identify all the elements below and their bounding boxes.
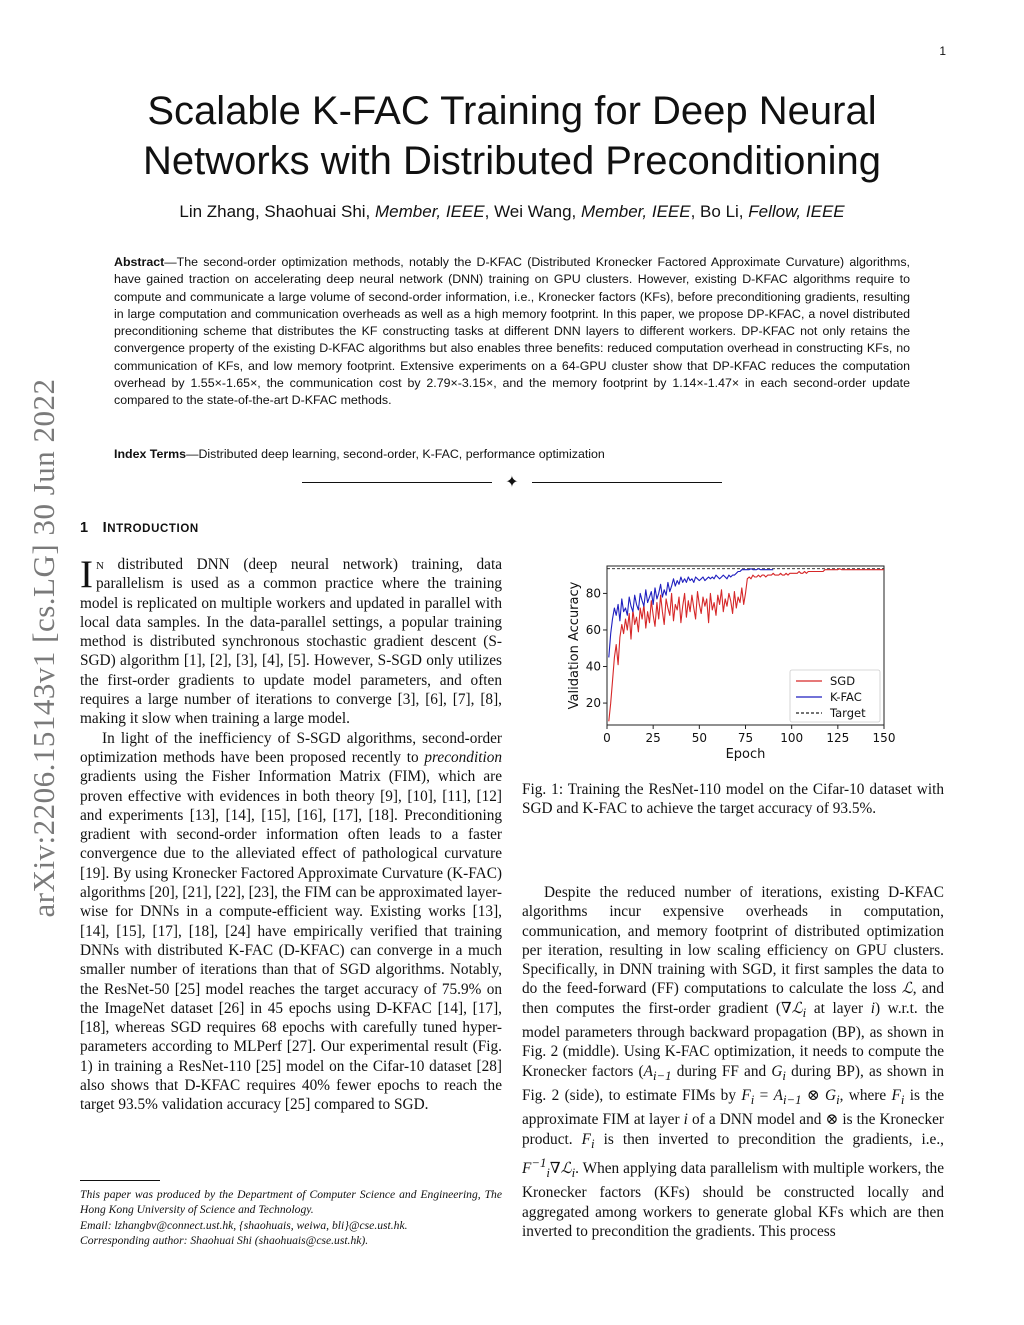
legend-label: SGD: [830, 674, 856, 688]
math: F: [741, 1087, 751, 1105]
section-title-initial: I: [102, 520, 108, 536]
left-column: [80, 555, 502, 1115]
math: ℒ: [901, 980, 913, 998]
math: i: [870, 999, 875, 1017]
math-sub: i: [802, 1005, 807, 1020]
x-tick-label: 50: [691, 731, 707, 745]
math-sub: i: [750, 1093, 755, 1108]
y-tick-label: 80: [585, 586, 601, 601]
math: A: [773, 1087, 783, 1105]
math-sub: i: [836, 1093, 840, 1108]
x-tick-label: 100: [780, 731, 804, 745]
footnote-line: Email: lzhangbv@connect.ust.hk, {shaohuais, weiwa, bli}@cse.ust.hk.: [80, 1218, 408, 1232]
math-sub: i: [590, 1136, 595, 1151]
chart-legend: [790, 670, 880, 722]
footnote-line: This paper was produced by the Department of Computer Science and Engineering, The Hong Kong University of Science and Technology.: [80, 1188, 502, 1217]
abstract-label: Abstract: [114, 255, 165, 269]
x-tick-label: 25: [645, 731, 661, 745]
x-axis-label: Epoch: [725, 747, 766, 762]
y-tick-label: 20: [585, 696, 601, 711]
paragraph: [80, 555, 502, 729]
title-line-2: Networks with Distributed Preconditioning: [142, 139, 882, 183]
y-axis-label: Validation Accuracy: [567, 581, 582, 710]
text: of a DNN model and ⊗ is the Kronecker product.: [522, 1111, 944, 1148]
title-line-1: Scalable K-FAC Training for Deep Neural: [147, 89, 877, 133]
author-names-2: , Wei Wang,: [484, 202, 581, 221]
y-tick-label: 40: [585, 659, 601, 674]
x-tick-label: 0: [603, 731, 611, 745]
drop-cap: I: [80, 553, 93, 596]
index-terms-label: Index Terms: [114, 447, 187, 461]
section-heading: [80, 520, 199, 536]
section-number: 1: [80, 520, 89, 536]
math: F: [891, 1087, 901, 1105]
math: G: [825, 1087, 837, 1105]
index-terms-text: —Distributed deep learning, second-order, K-FAC, performance optimization: [186, 447, 605, 461]
paragraph-text: distributed DNN (deep neural network) training, data parallelism is used as a common practice where the training model is replicated on multiple workers and updated in parallel with local data samples. In the data-parallel settings, a popular training method is distributed synchronous stochastic gradient descent (S-SGD) algorithm [1], [2], [3], [4], [5]. However, S-SGD only utilizes the first-order gradients to update model parameters, and often requires a large number of iterations to converge [3], [6], [7], [8], making it slow when training a large model.: [80, 556, 502, 728]
right-column: [522, 883, 944, 1241]
math: F: [581, 1130, 591, 1148]
math: ∇ℒ: [549, 1160, 572, 1178]
paper-title: [100, 86, 924, 186]
text: at layer: [806, 999, 871, 1017]
math-sup: −1: [531, 1156, 547, 1171]
separator-rule-right: [532, 482, 722, 483]
text: =: [754, 1087, 774, 1105]
legend-label: K-FAC: [830, 690, 862, 704]
chart-axes: [567, 566, 895, 762]
abstract: [114, 254, 910, 410]
math-sub: i: [571, 1166, 576, 1181]
author-list: [100, 202, 924, 222]
text: during BP), as shown in Fig. 2 (side), to estimate FIMs by: [522, 1062, 944, 1105]
author-role-1: Member, IEEE: [375, 202, 485, 221]
author-names-3: , Bo Li,: [690, 202, 749, 221]
author-names-1: Lin Zhang, Shaohuai Shi,: [179, 202, 376, 221]
math: i: [683, 1111, 688, 1129]
text: ⊗: [801, 1087, 825, 1105]
text: is the approximate FIM at layer: [522, 1087, 945, 1129]
abstract-text: —The second-order optimization methods, notably the D-KFAC (Distributed Kronecker Factored Approximate Curvature) algorithms, have gained traction on accelerating deep neural network (DNN) training on GPU clusters. However, existing D-KFAC algorithms require to compute and communicate a large volume of second-order information, i.e., Kronecker factors (KFs), before preconditioning gradients, resulting in large computation and communication overheads as well as a high memory footprint. In this paper, we propose DP-KFAC, a novel distributed preconditioning scheme that distributes the KF constructing tasks at different DNN layers to different workers. DP-KFAC not only retains the convergence property of the existing D-KFAC algorithms but also enables three benefits: reduced computation overhead in constructing KFs, no communication of KFs, and low memory footprint. Extensive experiments on a 64-GPU cluster show that DP-KFAC reduces the computation overhead by 1.55×-1.65×, the communication cost by 2.79×-3.15×, and the memory footprint by 1.14×-1.47× in each second-order update compared to the state-of-the-art D-KFAC methods.: [114, 255, 910, 408]
math-sub: i: [782, 1068, 786, 1083]
y-tick-label: 60: [585, 622, 601, 637]
paragraph-text: gradients using the Fisher Information Matrix (FIM), which are proven effective with evidences in both theory [9], [10], [11], [12] and experiments [13], [14], [15], [16], [17], [18]. Preconditioning gradient with second-order information often leads to a faster convergence due to the alleviated effect of pathological curvature [19]. By using Kronecker Factored Approximate Curvature (K-FAC) algorithms [20], [21], [22], [23], the FIM can be approximated layer-wise for DNNs in a compute-efficient way. Existing works [13], [14], [15], [17], [18], [24] have empirically verified that training DNNs with distributed K-FAC (D-KFAC) can converge in a much smaller number of iterations than that of SGD algorithms. Notably, the ResNet-50 [25] model reaches the target accuracy of 75.9% on the ImageNet dataset [26] in 45 epochs using D-KFAC [14], [17], [18], whereas SGD requires 68 epochs with carefully tuned hyper-parameters according to MLPerf [27]. Our experimental result (Fig. 1) in training a ResNet-110 [25] model on the Cifar-10 dataset [28] also shows that D-KFAC requires 40% fewer epochs to reach the target 93.5% validation accuracy [25] compared to SGD.: [80, 768, 502, 1114]
text: is then inverted to precondition the gradients, i.e.,: [594, 1130, 944, 1148]
math: A: [643, 1062, 653, 1080]
text: , where: [839, 1087, 892, 1105]
math: F: [522, 1160, 532, 1178]
math: ∇ℒ: [780, 999, 803, 1017]
x-tick-label: 150: [872, 731, 896, 745]
x-tick-label: 125: [826, 731, 850, 745]
footnote: [80, 1187, 502, 1249]
legend-label: Target: [830, 706, 866, 720]
paragraph-text: In light of the inefficiency of S-SGD algorithms, second-order optimization methods have been proposed recently to: [80, 729, 502, 766]
accuracy-chart: [522, 560, 944, 770]
footnote-rule: [80, 1180, 160, 1181]
author-role-3: Fellow, IEEE: [748, 202, 845, 221]
math: G: [771, 1062, 783, 1080]
index-terms: [114, 446, 910, 463]
paragraph: [80, 729, 502, 1115]
page-number: 1: [939, 44, 946, 58]
x-tick-label: 75: [737, 731, 754, 745]
math-sub: i−1: [653, 1068, 672, 1083]
section-title-rest: NTRODUCTION: [107, 523, 199, 535]
separator-rule-left: [302, 482, 492, 483]
math-sub: i: [900, 1093, 905, 1108]
math-sub: i: [546, 1166, 550, 1181]
emphasis-text: precondition: [424, 748, 502, 766]
smallcaps-lead: n: [96, 556, 104, 573]
text: Despite the reduced number of iterations, existing D-KFAC algorithms incur expensive overheads in computation, communication, and memory footprint of distributed optimization per iteration, resulting in low scaling efficiency on GPU clusters. Specifically, in DNN training with SGD, it first samples the data to do the feed-forward (FF) computations to calculate the loss: [522, 884, 944, 998]
math-sub: i−1: [782, 1093, 802, 1108]
paragraph: [522, 883, 944, 1241]
text: ) w.r.t. the model parameters through backward propagation (BP), as shown in Fig. 2 (middle). Using K-FAC optimization, it needs to compute the Kronecker factors (: [522, 999, 944, 1080]
text: . When applying data parallelism with multiple workers, the Kronecker factors (KFs) should be constructed locally and aggregated among workers to generate global KFs which are then inverted to precondition the gradients. This process: [522, 1160, 944, 1241]
footnote-line: Corresponding author: Shaohuai Shi (shaohuais@cse.ust.hk).: [80, 1234, 369, 1248]
text: during FF and: [671, 1062, 772, 1080]
text: , and then computes the first-order gradient (: [522, 980, 944, 1017]
separator-star-icon: ✦: [505, 474, 519, 491]
arxiv-stamp: arXiv:2206.15143v1 [cs.LG] 30 Jun 2022: [26, 378, 61, 918]
author-role-2: Member, IEEE: [581, 202, 691, 221]
figure-caption: Fig. 1: Training the ResNet-110 model on the Cifar-10 dataset with SGD and K-FAC to achieve the target accuracy of 93.5%.: [522, 781, 944, 818]
